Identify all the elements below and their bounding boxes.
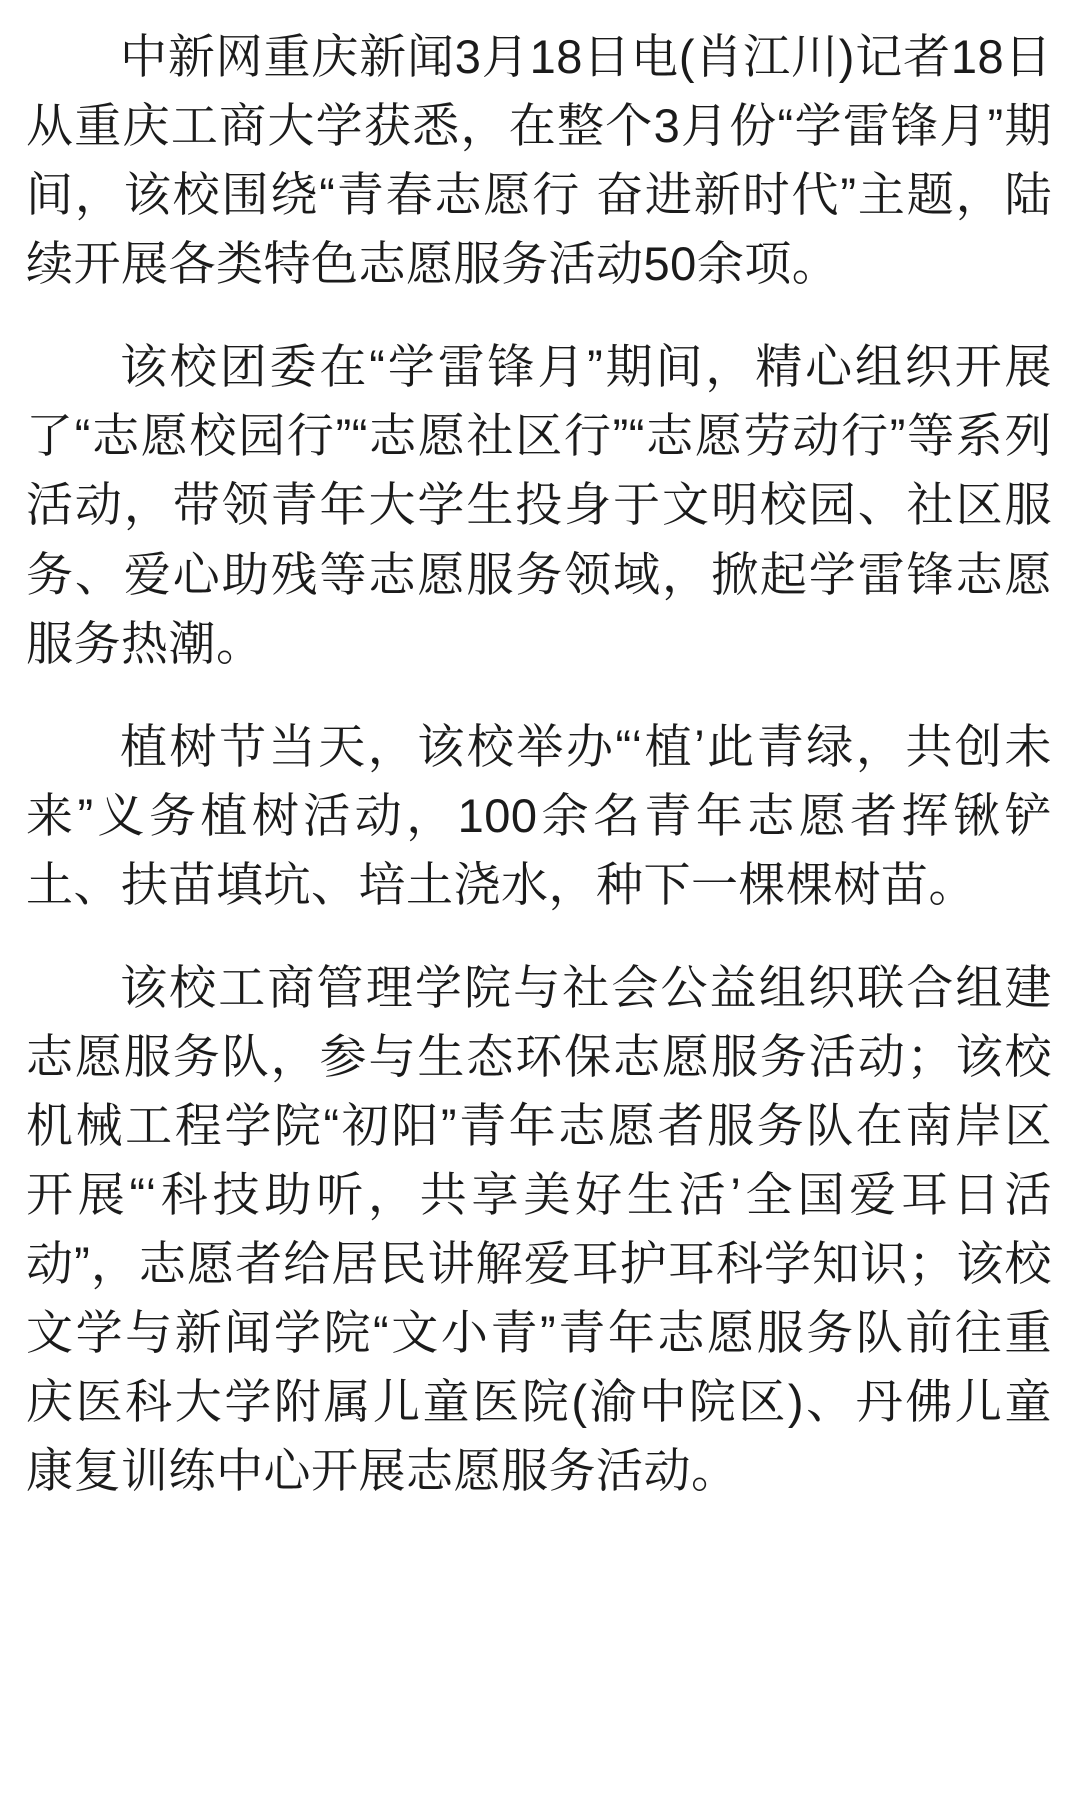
article-paragraph-3: 植树节当天，该校举办“‘植’此青绿，共创未来”义务植树活动，100余名青年志愿者挥锹铲土、扶苗填坑、培土浇水，种下一棵棵树苗。 xyxy=(26,719,1052,911)
article-paragraph-2: 该校团委在“学雷锋月”期间，精心组织开展了“志愿校园行”“志愿社区行”“志愿劳动行”等系列活动，带领青年大学生投身于文明校园、社区服务、爱心助残等志愿服务领域，掀起学雷锋志愿服务热潮。 xyxy=(26,340,1052,670)
article-paragraph-1: 中新网重庆新闻3月18日电(肖江川)记者18日从重庆工商大学获悉，在整个3月份“学雷锋月”期间，该校围绕“青春志愿行 奋进新时代”主题，陆续开展各类特色志愿服务活动50余项。 xyxy=(26,30,1052,291)
article-paragraph-4: 该校工商管理学院与社会公益组织联合组建志愿服务队，参与生态环保志愿服务活动；该校机械工程学院“初阳”青年志愿者服务队在南岸区开展“‘科技助听，共享美好生活’全国爱耳日活动”，志愿者给居民讲解爱耳护耳科学知识；该校文学与新闻学院“文小青”青年志愿服务队前往重庆医科大学附属儿童医院(渝中院区)、丹佛儿童康复训练中心开展志愿服务活动。 xyxy=(26,960,1052,1498)
